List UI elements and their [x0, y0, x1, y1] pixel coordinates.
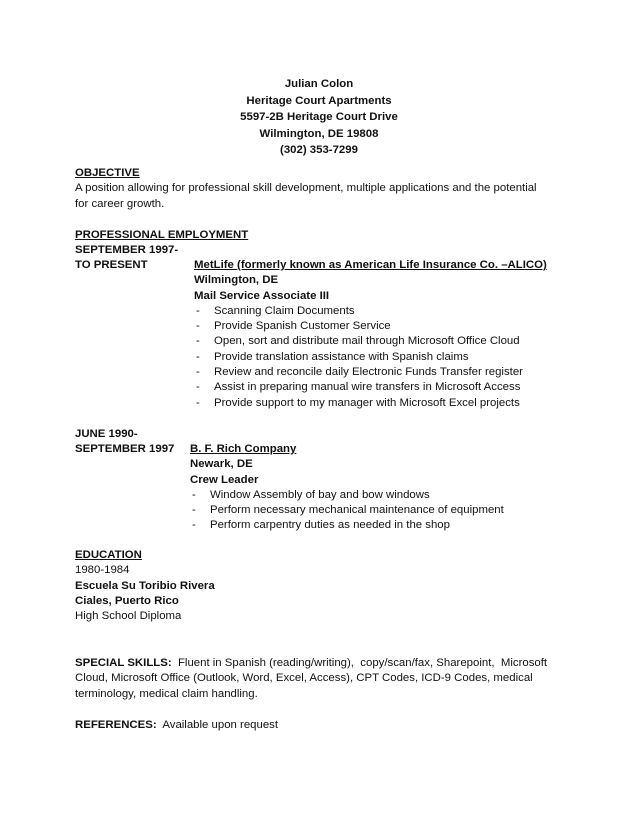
job-entry — [75, 243, 575, 413]
references-line — [75, 718, 575, 733]
job-start-date: SEPTEMBER 1997- — [75, 244, 179, 256]
skills-label: SPECIAL SKILLS: — [75, 657, 172, 669]
skills-text-1: Fluent in Spanish (reading/writing), copy/scan/fax, Sharepoint, Microsoft — [171, 657, 548, 669]
objective-heading: OBJECTIVE — [75, 167, 140, 179]
list-item: - Provide support to my manager with Microsoft Excel projects — [194, 396, 547, 411]
list-item: - Assist in preparing manual wire transfers in Microsoft Access — [194, 380, 547, 395]
list-item: - Scanning Claim Documents — [194, 304, 547, 319]
education-section — [75, 548, 575, 624]
job-end-date: TO PRESENT — [75, 259, 148, 272]
education-years: 1980-1984 — [75, 564, 130, 577]
education-school: Escuela Su Toribio Rivera — [75, 579, 215, 592]
objective-line-2: for career growth. — [75, 197, 165, 210]
list-item: - Provide Spanish Customer Service — [194, 319, 547, 334]
job-company: B. F. Rich Company — [190, 443, 297, 455]
references-label: REFERENCES: — [75, 719, 157, 731]
contact-header — [0, 76, 638, 159]
applicant-name: Julian Colon — [284, 78, 354, 90]
skills-line-2: Cloud, Microsoft Office (Outlook, Word, Excel, Access), CPT Codes, ICD-9 Codes, medical — [75, 672, 533, 685]
list-item: - Perform carpentry duties as needed in the shop — [190, 518, 504, 533]
phone-number: (302) 353-7299 — [280, 144, 358, 156]
city-state-zip: Wilmington, DE 19808 — [259, 127, 379, 140]
address-line-2: 5597-2B Heritage Court Drive — [240, 111, 398, 123]
employment-heading-wrap — [75, 228, 575, 243]
education-place: Ciales, Puerto Rico — [75, 594, 179, 607]
skills-section — [75, 656, 575, 702]
objective-line-1: A position allowing for professional skill development, multiple applications and the potential — [75, 182, 537, 195]
skills-line-1 — [75, 656, 575, 671]
job-title: Mail Service Associate III — [194, 289, 330, 302]
skills-line-3: terminology, medical claim handling. — [75, 687, 258, 700]
address-line-1: Heritage Court Apartments — [246, 94, 392, 107]
job-title: Crew Leader — [190, 473, 259, 486]
job-details — [190, 442, 504, 534]
list-item: - Window Assembly of bay and bow windows — [190, 488, 504, 503]
objective-section — [75, 166, 575, 212]
job-location: Newark, DE — [190, 458, 253, 471]
list-item: - Open, sort and distribute mail through Microsoft Office Cloud — [194, 334, 547, 349]
education-heading: EDUCATION — [75, 549, 142, 561]
job-duties-list — [194, 304, 547, 411]
job-dates — [75, 243, 190, 274]
references-text: Available upon request — [156, 719, 279, 731]
job-location: Wilmington, DE — [194, 274, 279, 287]
job-end-date: SEPTEMBER 1997 — [75, 443, 175, 456]
list-item: - Review and reconcile daily Electronic Funds Transfer register — [194, 365, 547, 380]
list-item: - Provide translation assistance with Spanish claims — [194, 350, 547, 365]
job-company: MetLife (formerly known as American Life Insurance Co. –ALICO) — [194, 259, 547, 271]
employment-heading: PROFESSIONAL EMPLOYMENT — [75, 229, 249, 241]
job-details — [194, 258, 547, 411]
list-item: - Perform necessary mechanical maintenance of equipment — [190, 503, 504, 518]
job-start-date: JUNE 1990- — [75, 428, 138, 440]
education-degree: High School Diploma — [75, 610, 182, 623]
job-dates — [75, 427, 190, 458]
job-duties-list — [190, 488, 504, 534]
job-entry — [75, 427, 575, 537]
references-section — [75, 718, 575, 733]
